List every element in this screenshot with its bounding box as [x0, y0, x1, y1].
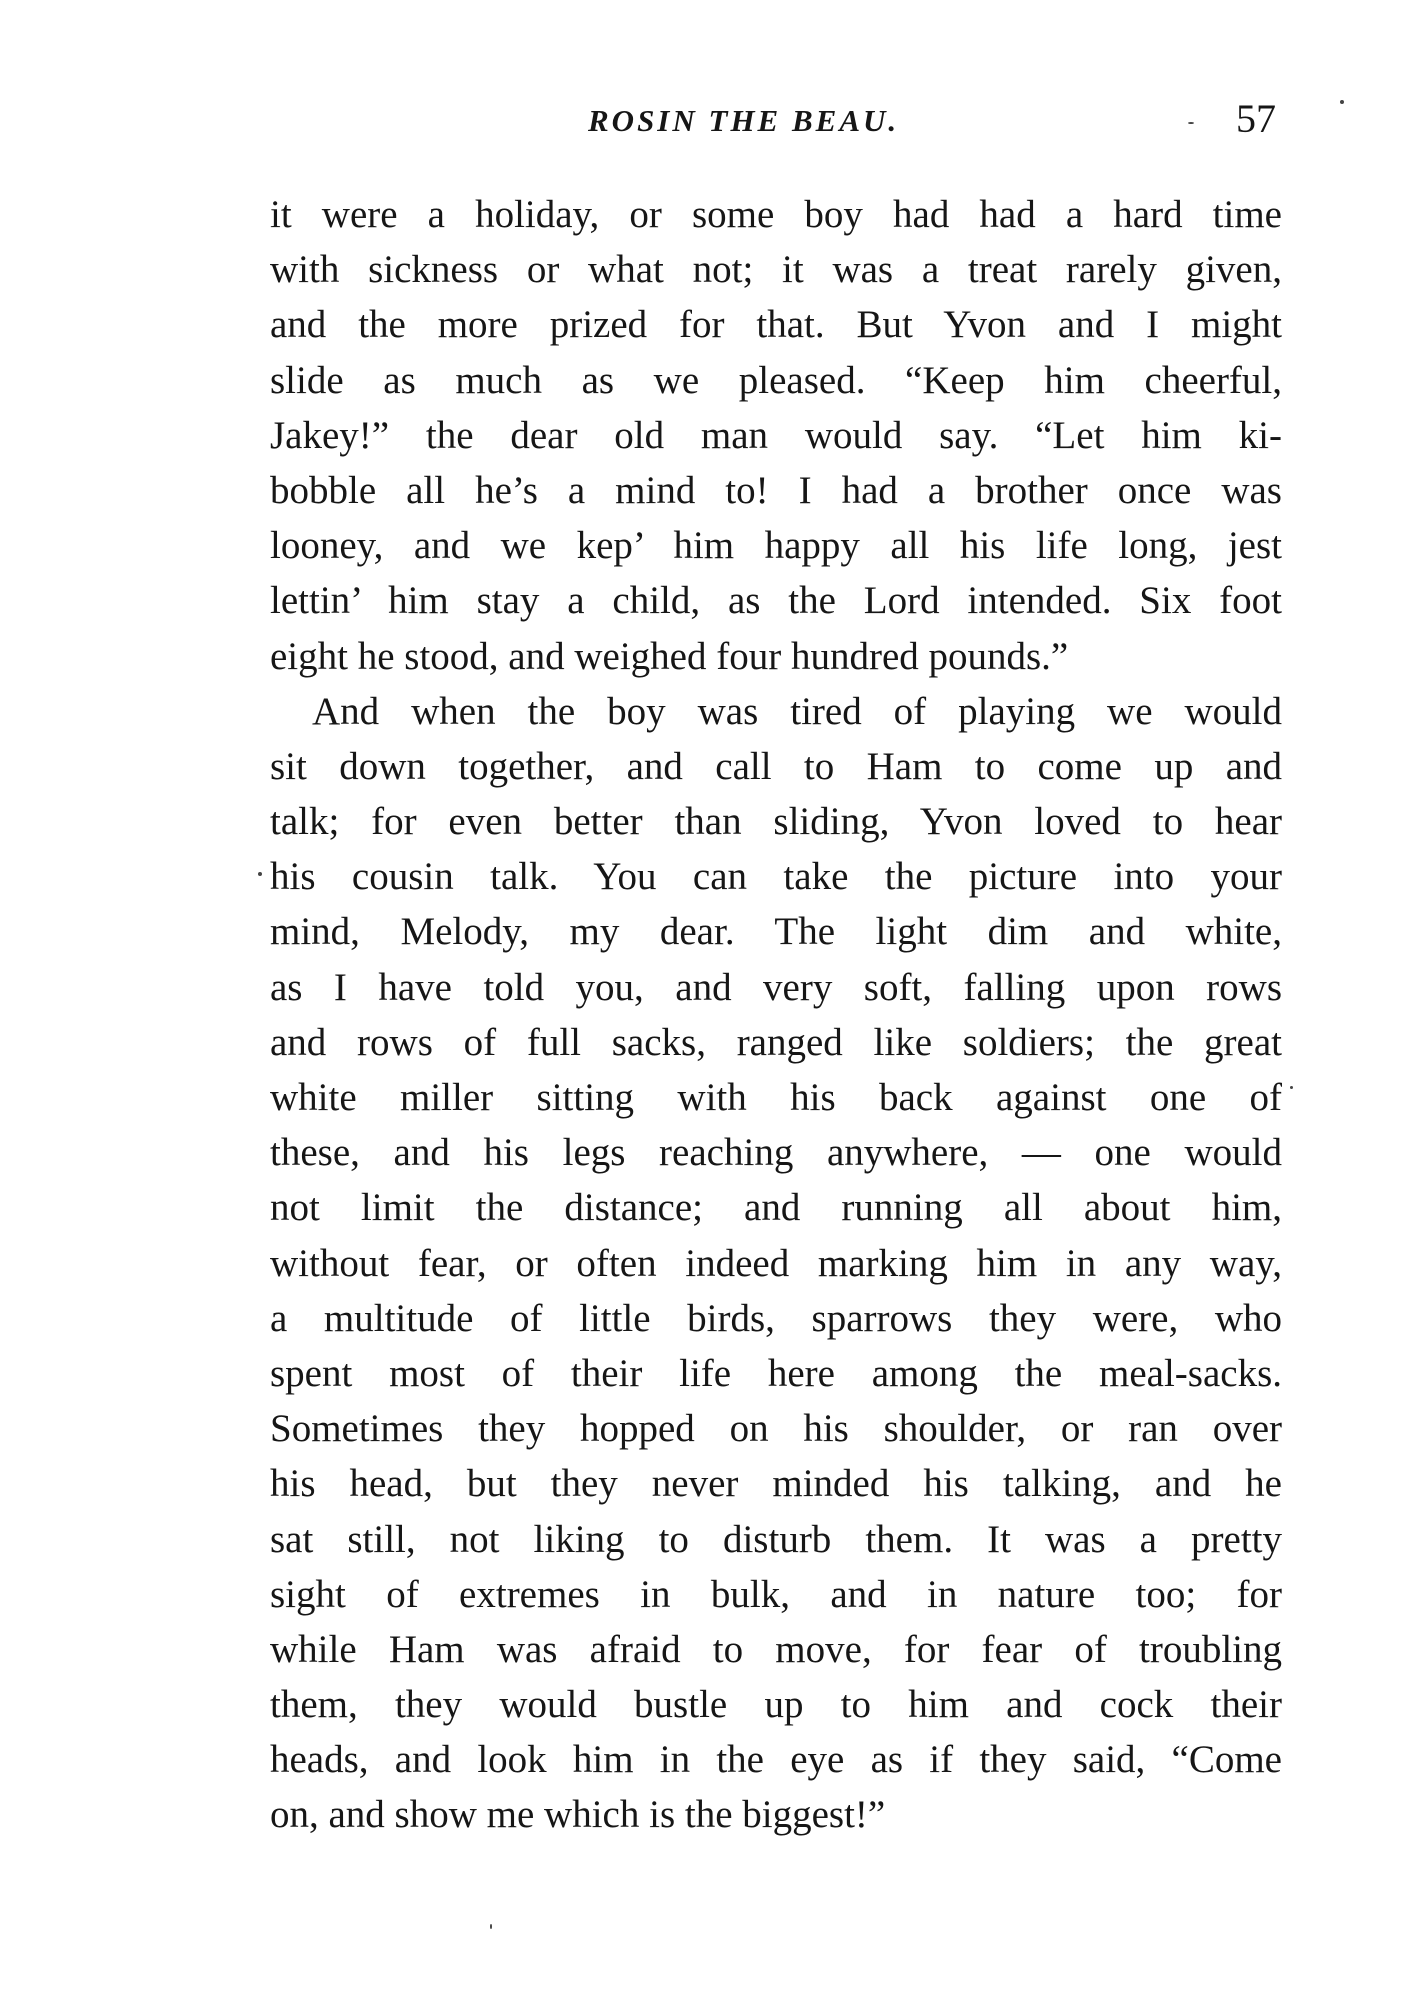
text-line: Jakey!” the dear old man would say. “Let him ki- — [270, 413, 1282, 457]
page-number: 57 — [1236, 96, 1276, 141]
text-line: without fear, or often indeed marking him in any way, — [270, 1241, 1282, 1285]
running-head — [270, 98, 1282, 144]
text-line: looney, and we kep’ him happy all his life long, jest — [270, 524, 1282, 568]
scan-speck — [490, 1924, 492, 1929]
text-line: his head, but they never minded his talking, and he — [270, 1462, 1282, 1506]
text-line: talk; for even better than sliding, Yvon loved to hear — [270, 800, 1282, 844]
scan-speck — [1188, 122, 1194, 124]
text-line: sight of extremes in bulk, and in nature too; for — [270, 1572, 1282, 1616]
scan-speck — [1340, 100, 1344, 104]
text-line: as I have told you, and very soft, falling upon rows — [270, 965, 1282, 1009]
text-line: while Ham was afraid to move, for fear of troubling — [270, 1627, 1282, 1671]
running-title: ROSIN THE BEAU. — [588, 103, 900, 138]
text-line: these, and his legs reaching anywhere, — one would — [270, 1131, 1282, 1175]
text-line: Sometimes they hopped on his shoulder, or ran over — [270, 1407, 1282, 1451]
text-line: his cousin talk. You can take the picture into your — [270, 855, 1282, 899]
text-line: mind, Melody, my dear. The light dim and white, — [270, 910, 1282, 954]
text-line: heads, and look him in the eye as if they said, “Come — [270, 1738, 1282, 1782]
text-line: not limit the distance; and running all about him, — [270, 1186, 1282, 1230]
text-line: slide as much as we pleased. “Keep him cheerful, — [270, 358, 1282, 402]
text-line: and rows of full sacks, ranged like soldiers; the great — [270, 1020, 1282, 1064]
text-line: white miller sitting with his back against one of — [270, 1076, 1282, 1119]
body-text — [270, 187, 1282, 1843]
text-line: sat still, not liking to disturb them. It was a pretty — [270, 1517, 1282, 1561]
text-line: it were a holiday, or some boy had had a hard time — [270, 193, 1282, 236]
text-line: lettin’ him stay a child, as the Lord intended. Six foot — [270, 579, 1282, 623]
text-line: and the more prized for that. But Yvon and I might — [270, 303, 1282, 347]
text-line: with sickness or what not; it was a treat rarely given, — [270, 248, 1282, 292]
text-line: on, and show me which is the biggest!” — [270, 1793, 886, 1837]
text-line: a multitude of little birds, sparrows they were, who — [270, 1296, 1282, 1340]
text-line: And when the boy was tired of playing we would — [312, 689, 1282, 733]
scan-speck — [1290, 1086, 1293, 1089]
text-line: bobble all he’s a mind to! I had a brother once was — [270, 468, 1282, 512]
text-line: them, they would bustle up to him and cock their — [270, 1683, 1282, 1727]
text-line: sit down together, and call to Ham to come up and — [270, 744, 1282, 788]
text-line: eight he stood, and weighed four hundred pounds.” — [270, 634, 1069, 678]
text-line: spent most of their life here among the meal-sacks. — [270, 1351, 1282, 1395]
scan-speck — [258, 872, 262, 876]
